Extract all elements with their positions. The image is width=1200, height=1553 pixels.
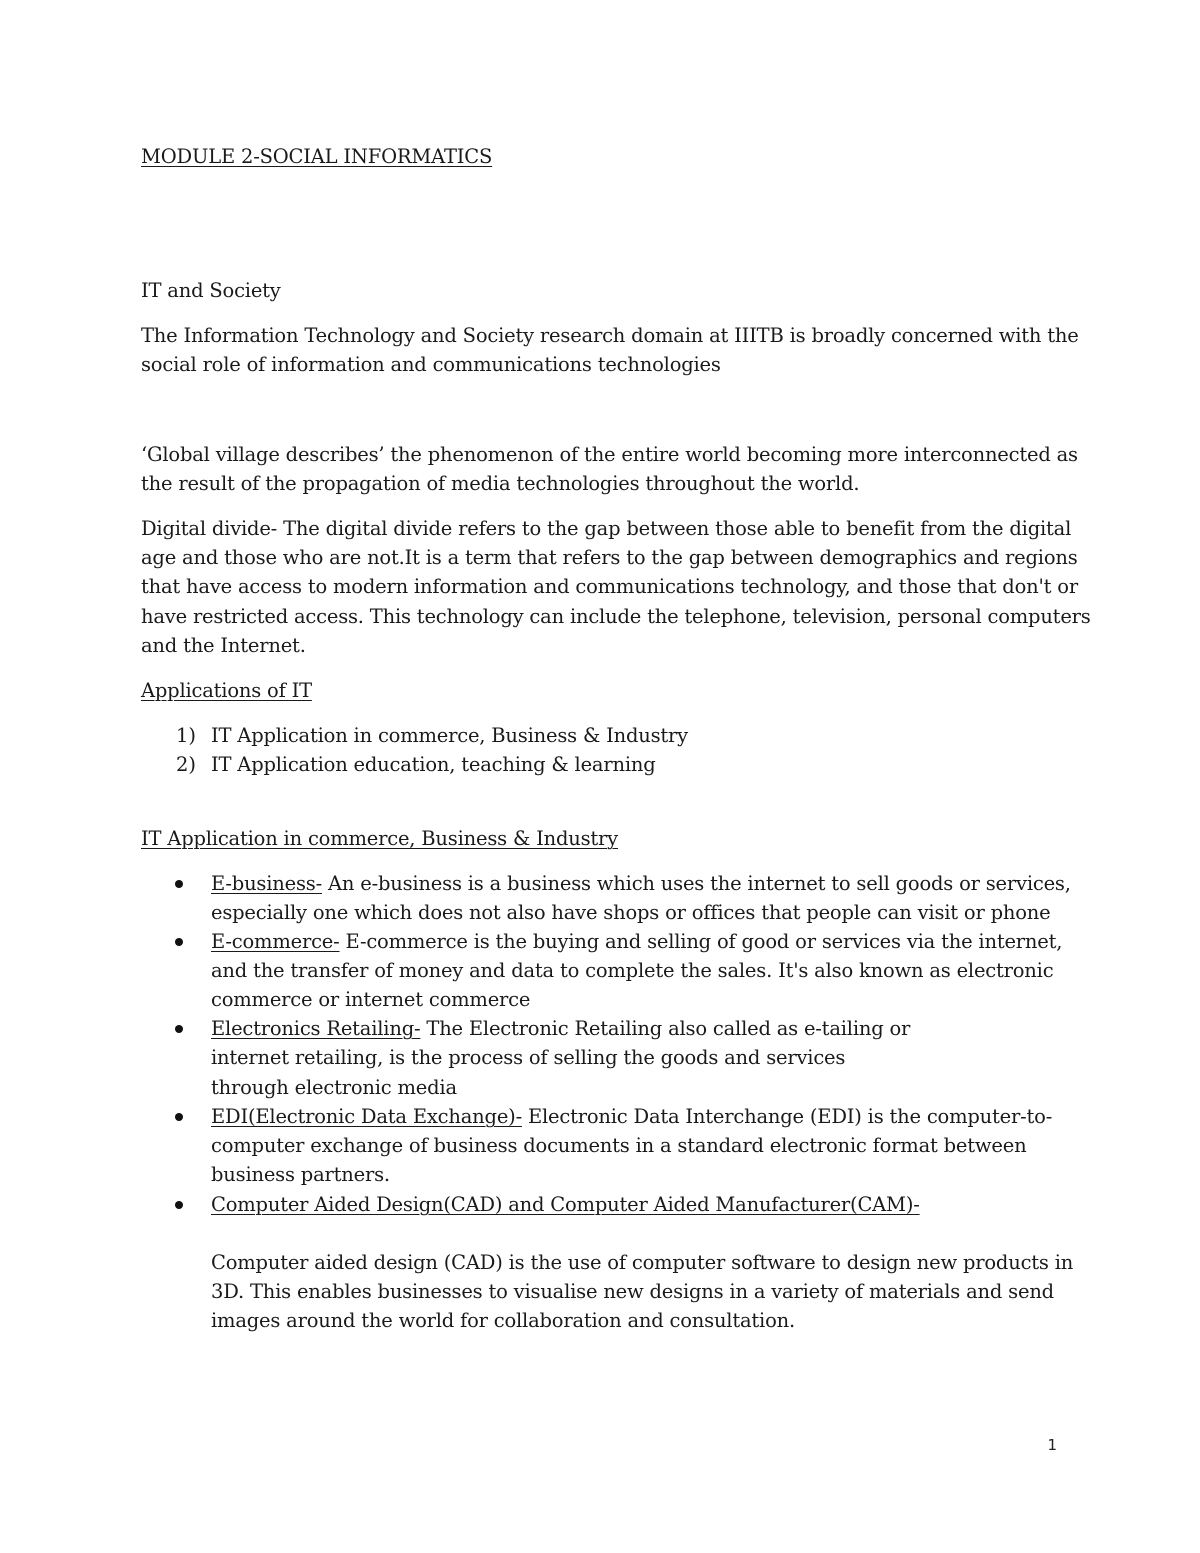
bullet-item xyxy=(211,1102,1052,1131)
paragraph-line: and the Internet. xyxy=(141,634,306,657)
bullet-term: E-commerce- xyxy=(211,930,340,953)
bullet-icon xyxy=(175,1113,183,1121)
bullet-icon xyxy=(175,1025,183,1033)
applications-heading: Applications of IT xyxy=(141,679,312,702)
bullet-term: EDI(Electronic Data Exchange)- xyxy=(211,1105,522,1128)
list-item: IT Application in commerce, Business & Industry xyxy=(211,724,688,747)
bullet-term: Electronics Retailing- xyxy=(211,1017,421,1040)
bullet-text: The Electronic Retailing also called as e-tailing or xyxy=(420,1017,911,1040)
bullet-term: Computer Aided Design(CAD) and Computer Aided Manufacturer(CAM)- xyxy=(211,1193,920,1216)
bullet-item xyxy=(211,869,1071,898)
page-number: 1 xyxy=(1047,1436,1057,1454)
bullet-icon xyxy=(175,880,183,888)
commerce-heading: IT Application in commerce, Business & Industry xyxy=(141,827,618,850)
bullet-text: especially one which does not also have shops or offices that people can visit or phone xyxy=(211,901,1051,924)
bullet-text: business partners. xyxy=(211,1163,390,1186)
module-title: MODULE 2-SOCIAL INFORMATICS xyxy=(141,145,493,168)
paragraph-line: age and those who are not.It is a term that refers to the gap between demographics and regions xyxy=(141,546,1078,569)
cad-paragraph-line: images around the world for collaboration and consultation. xyxy=(211,1309,795,1332)
bullet-text: computer exchange of business documents in a standard electronic format between xyxy=(211,1134,1027,1157)
paragraph-line: the result of the propagation of media technologies throughout the world. xyxy=(141,472,860,495)
bullet-text: internet retailing, is the process of selling the goods and services xyxy=(211,1046,846,1069)
list-number: 2) xyxy=(176,753,197,776)
cad-paragraph-line: Computer aided design (CAD) is the use of computer software to design new products in xyxy=(211,1251,1074,1274)
list-number: 1) xyxy=(176,724,197,747)
cad-paragraph-line: 3D. This enables businesses to visualise new designs in a variety of materials and send xyxy=(211,1280,1054,1303)
bullet-text: through electronic media xyxy=(211,1076,457,1099)
bullet-item xyxy=(211,1014,910,1043)
bullet-term: E-business- xyxy=(211,872,322,895)
paragraph-line: social role of information and communications technologies xyxy=(141,353,721,376)
list-item: IT Application education, teaching & learning xyxy=(211,753,656,776)
paragraph-line: The Information Technology and Society research domain at IIITB is broadly concerned with the xyxy=(141,324,1079,347)
bullet-item xyxy=(211,927,1062,956)
bullet-item xyxy=(211,1190,920,1219)
bullet-text: Electronic Data Interchange (EDI) is the computer-to- xyxy=(521,1105,1053,1128)
bullet-text: E-commerce is the buying and selling of good or services via the internet, xyxy=(339,930,1063,953)
paragraph-line: ‘Global village describes’ the phenomenon of the entire world becoming more interconnected as xyxy=(141,443,1078,466)
paragraph-line: have restricted access. This technology can include the telephone, television, personal computers xyxy=(141,605,1091,628)
bullet-icon xyxy=(175,938,183,946)
section-heading-it-society: IT and Society xyxy=(141,279,281,302)
bullet-text: An e-business is a business which uses the internet to sell goods or services, xyxy=(321,872,1071,895)
bullet-text: and the transfer of money and data to complete the sales. It's also known as electronic xyxy=(211,959,1054,982)
paragraph-line: Digital divide- The digital divide refers to the gap between those able to benefit from the digital xyxy=(141,517,1072,540)
paragraph-line: that have access to modern information and communications technology, and those that don't or xyxy=(141,575,1078,598)
bullet-icon xyxy=(175,1201,183,1209)
bullet-text: commerce or internet commerce xyxy=(211,988,531,1011)
